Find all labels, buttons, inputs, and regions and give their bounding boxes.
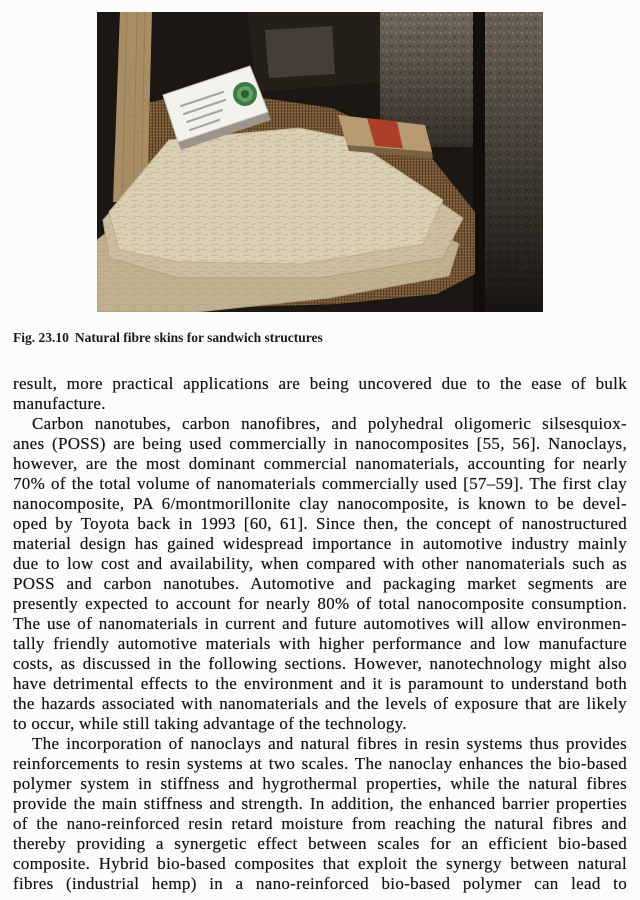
text-line: 70% of the total volume of nanomaterials commercially used [57–59]. The first clay: [13, 474, 627, 493]
text-line: Carbon nanotubes, carbon nanofibres, and polyhedral oligomeric silsesquiox-: [32, 414, 627, 433]
paragraph: [13, 414, 627, 734]
glass-reflection: [247, 12, 387, 92]
text-line: thereby providing a synergetic effect between scales for an efficient bio-based: [13, 834, 627, 853]
text-line: costs, as discussed in the following sections. However, nanotechnology might also: [13, 654, 627, 673]
text-line: oped by Toyota back in 1993 [60, 61]. Since then, the concept of nanostructured: [13, 514, 627, 533]
text-line: to occur, while still taking advantage of the technology.: [13, 714, 407, 733]
card-logo: [233, 82, 257, 106]
figure-label: Fig. 23.10: [13, 330, 69, 345]
text-line: presently expected to account for nearly 80% of total nanocomposite consumption.: [13, 594, 627, 613]
text-line: manufacture.: [13, 394, 106, 413]
text-line: the hazards associated with nanomaterials and the levels of exposure that are likely: [13, 694, 627, 713]
body-text: [13, 374, 627, 894]
text-line: POSS and carbon nanotubes. Automotive and packaging market segments are: [13, 574, 627, 593]
text-line: The use of nanomaterials in current and future automotives will allow environmen-: [13, 614, 627, 633]
figure-caption-text: Natural fibre skins for sandwich structures: [74, 330, 323, 345]
text-line: material design has gained widespread importance in automotive industry mainly: [13, 534, 627, 553]
text-line: polymer system in stiffness and hygrothermal properties, while the natural fibres: [13, 774, 627, 793]
text-line: tally friendly automotive materials with higher performance and low manufacture: [13, 634, 627, 653]
text-line: due to low cost and availability, when compared with other nanomaterials such as: [13, 554, 627, 573]
figure-photo: [97, 12, 543, 312]
text-line: provide the main stiffness and strength. In addition, the enhanced barrier properties: [13, 794, 627, 813]
text-line: however, are the most dominant commercial nanomaterials, accounting for nearly: [13, 454, 627, 473]
text-line: The incorporation of nanoclays and natural fibres in resin systems thus provides: [32, 734, 627, 753]
text-line: nanocomposite, PA 6/montmorillonite clay nanocomposite, is known to be devel-: [13, 494, 627, 513]
text-line: of the nano-reinforced resin retard moisture from reaching the natural fibres and: [13, 814, 627, 833]
paragraph: [13, 734, 627, 894]
text-line: have detrimental effects to the environment and it is paramount to understand both: [13, 674, 627, 693]
text-line: composite. Hybrid bio-based composites that exploit the synergy between natural: [13, 854, 627, 873]
text-line: result, more practical applications are being uncovered due to the ease of bulk: [13, 374, 627, 393]
text-line: reinforcements to resin systems at two scales. The nanoclay enhances the bio-based: [13, 754, 627, 773]
text-line: anes (POSS) are being used commercially in nanocomposites [55, 56]. Nanoclays,: [13, 434, 627, 453]
figure-caption: [13, 329, 323, 347]
paragraph: [13, 374, 627, 414]
text-line: fibres (industrial hemp) in a nano-reinforced bio-based polymer can lead to: [13, 874, 627, 893]
